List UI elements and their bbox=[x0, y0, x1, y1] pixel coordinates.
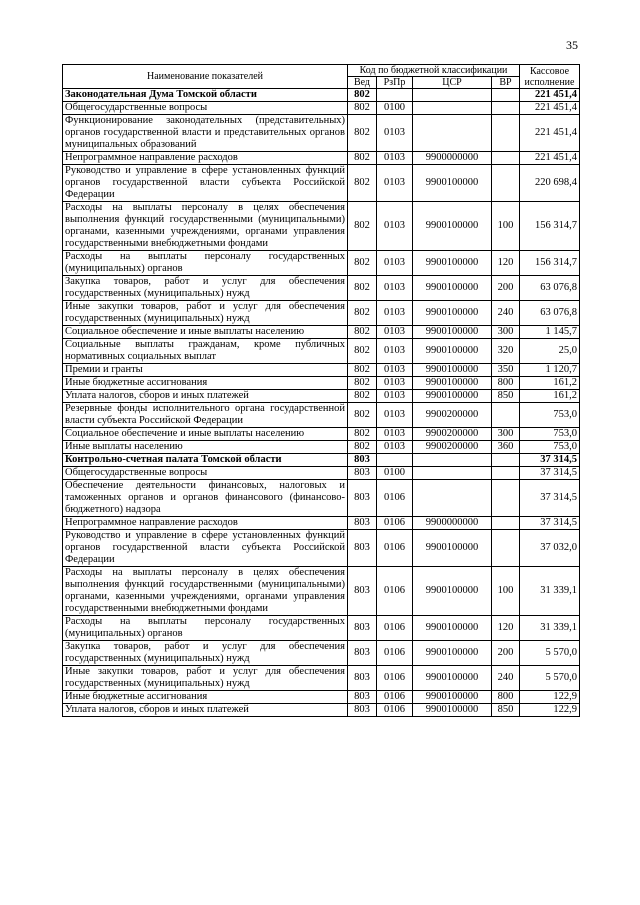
row-ved: 803 bbox=[348, 616, 377, 641]
row-vr bbox=[492, 517, 520, 530]
row-vr bbox=[492, 480, 520, 517]
row-amount: 221 451,4 bbox=[520, 152, 580, 165]
row-ved: 802 bbox=[348, 165, 377, 202]
row-ved: 803 bbox=[348, 567, 377, 616]
row-name: Иные закупки товаров, работ и услуг для обеспечения государственных (муниципальных) нужд bbox=[63, 666, 348, 691]
row-name: Иные выплаты населению bbox=[63, 441, 348, 454]
row-vr: 320 bbox=[492, 339, 520, 364]
row-vr: 240 bbox=[492, 666, 520, 691]
row-name: Расходы на выплаты персоналу в целях обеспечения выполнения функций государственными (муниципальными) органами, казенными учреждениями, органами управления государственными внебюджетными фондами bbox=[63, 202, 348, 251]
row-vr bbox=[492, 102, 520, 115]
row-name: Расходы на выплаты персоналу в целях обеспечения выполнения функций государственными (муниципальными) органами, казенными учреждениями, органами управления государственными внебюджетными фондами bbox=[63, 567, 348, 616]
row-ved: 802 bbox=[348, 251, 377, 276]
header-rzpr: РзПр bbox=[377, 77, 413, 89]
row-amount: 753,0 bbox=[520, 403, 580, 428]
row-amount: 63 076,8 bbox=[520, 276, 580, 301]
row-rzpr: 0103 bbox=[377, 251, 413, 276]
row-rzpr: 0103 bbox=[377, 377, 413, 390]
row-name: Руководство и управление в сфере установленных функций органов государственной власти субъекта Российской Федерации bbox=[63, 165, 348, 202]
row-csr: 9900100000 bbox=[413, 251, 492, 276]
row-amount: 37 314,5 bbox=[520, 467, 580, 480]
row-csr: 9900100000 bbox=[413, 530, 492, 567]
row-rzpr: 0100 bbox=[377, 467, 413, 480]
header-csr: ЦСР bbox=[413, 77, 492, 89]
row-name: Уплата налогов, сборов и иных платежей bbox=[63, 390, 348, 403]
row-vr: 120 bbox=[492, 251, 520, 276]
page-number: 35 bbox=[566, 38, 578, 52]
header-ved: Вед bbox=[348, 77, 377, 89]
table-row bbox=[63, 454, 580, 467]
row-name: Закупка товаров, работ и услуг для обеспечения государственных (муниципальных) нужд bbox=[63, 276, 348, 301]
row-ved: 802 bbox=[348, 301, 377, 326]
row-name: Иные бюджетные ассигнования bbox=[63, 377, 348, 390]
table-row bbox=[63, 165, 580, 202]
row-ved: 802 bbox=[348, 339, 377, 364]
row-csr: 9900100000 bbox=[413, 567, 492, 616]
row-ved: 803 bbox=[348, 691, 377, 704]
row-ved: 802 bbox=[348, 403, 377, 428]
row-csr: 9900100000 bbox=[413, 301, 492, 326]
table-row bbox=[63, 704, 580, 717]
row-name: Иные закупки товаров, работ и услуг для обеспечения государственных (муниципальных) нужд bbox=[63, 301, 348, 326]
row-csr: 9900100000 bbox=[413, 364, 492, 377]
row-amount: 156 314,7 bbox=[520, 202, 580, 251]
row-csr: 9900000000 bbox=[413, 517, 492, 530]
row-name: Расходы на выплаты персоналу государственных (муниципальных) органов bbox=[63, 251, 348, 276]
row-name: Социальное обеспечение и иные выплаты населению bbox=[63, 428, 348, 441]
row-rzpr: 0103 bbox=[377, 326, 413, 339]
row-ved: 802 bbox=[348, 89, 377, 102]
row-name: Функционирование законодательных (представительных) органов государственной власти и представительных органов муниципальных образований bbox=[63, 115, 348, 152]
row-rzpr: 0103 bbox=[377, 152, 413, 165]
row-name: Уплата налогов, сборов и иных платежей bbox=[63, 704, 348, 717]
row-ved: 803 bbox=[348, 666, 377, 691]
row-rzpr: 0103 bbox=[377, 202, 413, 251]
row-vr: 100 bbox=[492, 202, 520, 251]
row-rzpr: 0103 bbox=[377, 276, 413, 301]
row-ved: 802 bbox=[348, 377, 377, 390]
row-amount: 221 451,4 bbox=[520, 89, 580, 102]
row-amount: 63 076,8 bbox=[520, 301, 580, 326]
row-name: Непрограммное направление расходов bbox=[63, 152, 348, 165]
row-csr: 9900100000 bbox=[413, 276, 492, 301]
row-rzpr: 0106 bbox=[377, 517, 413, 530]
row-csr: 9900200000 bbox=[413, 441, 492, 454]
row-ved: 803 bbox=[348, 467, 377, 480]
table-row bbox=[63, 115, 580, 152]
row-rzpr bbox=[377, 89, 413, 102]
row-name: Контрольно-счетная палата Томской области bbox=[63, 454, 348, 467]
row-ved: 802 bbox=[348, 441, 377, 454]
row-rzpr: 0106 bbox=[377, 704, 413, 717]
row-rzpr: 0106 bbox=[377, 616, 413, 641]
row-amount: 753,0 bbox=[520, 441, 580, 454]
row-rzpr: 0103 bbox=[377, 301, 413, 326]
row-vr: 200 bbox=[492, 276, 520, 301]
row-vr: 350 bbox=[492, 364, 520, 377]
row-amount: 5 570,0 bbox=[520, 641, 580, 666]
row-vr: 200 bbox=[492, 641, 520, 666]
table-row bbox=[63, 428, 580, 441]
row-name: Общегосударственные вопросы bbox=[63, 102, 348, 115]
row-amount: 37 032,0 bbox=[520, 530, 580, 567]
table-row bbox=[63, 467, 580, 480]
table-row bbox=[63, 152, 580, 165]
table-row bbox=[63, 480, 580, 517]
row-ved: 802 bbox=[348, 202, 377, 251]
header-vr: ВР bbox=[492, 77, 520, 89]
row-amount: 31 339,1 bbox=[520, 616, 580, 641]
header-name: Наименование показателей bbox=[63, 65, 348, 89]
row-name: Общегосударственные вопросы bbox=[63, 467, 348, 480]
row-rzpr: 0103 bbox=[377, 339, 413, 364]
row-csr: 9900100000 bbox=[413, 641, 492, 666]
row-amount: 156 314,7 bbox=[520, 251, 580, 276]
row-rzpr: 0100 bbox=[377, 102, 413, 115]
row-amount: 122,9 bbox=[520, 691, 580, 704]
table-row bbox=[63, 567, 580, 616]
row-vr bbox=[492, 89, 520, 102]
table-row bbox=[63, 102, 580, 115]
header-execution: Кассовое исполнение bbox=[520, 65, 580, 89]
row-name: Расходы на выплаты персоналу государственных (муниципальных) органов bbox=[63, 616, 348, 641]
row-rzpr: 0103 bbox=[377, 390, 413, 403]
row-vr: 300 bbox=[492, 326, 520, 339]
row-name: Руководство и управление в сфере установленных функций органов государственной власти субъекта Российской Федерации bbox=[63, 530, 348, 567]
row-rzpr: 0103 bbox=[377, 441, 413, 454]
row-rzpr: 0106 bbox=[377, 530, 413, 567]
table-row bbox=[63, 202, 580, 251]
row-csr: 9900100000 bbox=[413, 165, 492, 202]
table-row bbox=[63, 403, 580, 428]
row-name: Премии и гранты bbox=[63, 364, 348, 377]
row-name: Резервные фонды исполнительного органа государственной власти субъекта Российской Федерации bbox=[63, 403, 348, 428]
row-amount: 221 451,4 bbox=[520, 102, 580, 115]
table-header bbox=[63, 65, 580, 89]
row-ved: 803 bbox=[348, 641, 377, 666]
row-amount: 161,2 bbox=[520, 377, 580, 390]
row-amount: 753,0 bbox=[520, 428, 580, 441]
row-ved: 803 bbox=[348, 530, 377, 567]
row-name: Закупка товаров, работ и услуг для обеспечения государственных (муниципальных) нужд bbox=[63, 641, 348, 666]
row-csr: 9900100000 bbox=[413, 691, 492, 704]
row-rzpr: 0103 bbox=[377, 165, 413, 202]
row-csr bbox=[413, 102, 492, 115]
row-ved: 802 bbox=[348, 390, 377, 403]
row-name: Социальное обеспечение и иные выплаты населению bbox=[63, 326, 348, 339]
row-vr: 360 bbox=[492, 441, 520, 454]
row-rzpr: 0106 bbox=[377, 567, 413, 616]
row-ved: 802 bbox=[348, 152, 377, 165]
row-vr: 240 bbox=[492, 301, 520, 326]
header-classification: Код по бюджетной классификации bbox=[348, 65, 520, 77]
row-rzpr: 0106 bbox=[377, 666, 413, 691]
row-ved: 802 bbox=[348, 276, 377, 301]
row-csr: 9900100000 bbox=[413, 616, 492, 641]
row-ved: 802 bbox=[348, 102, 377, 115]
row-vr: 100 bbox=[492, 567, 520, 616]
row-name: Иные бюджетные ассигнования bbox=[63, 691, 348, 704]
row-rzpr: 0103 bbox=[377, 428, 413, 441]
row-ved: 802 bbox=[348, 364, 377, 377]
row-vr: 800 bbox=[492, 691, 520, 704]
row-ved: 803 bbox=[348, 704, 377, 717]
table-row bbox=[63, 301, 580, 326]
row-amount: 37 314,5 bbox=[520, 480, 580, 517]
row-csr: 9900100000 bbox=[413, 326, 492, 339]
row-vr bbox=[492, 467, 520, 480]
row-rzpr: 0103 bbox=[377, 403, 413, 428]
row-vr bbox=[492, 152, 520, 165]
row-rzpr: 0103 bbox=[377, 115, 413, 152]
row-vr bbox=[492, 403, 520, 428]
row-amount: 31 339,1 bbox=[520, 567, 580, 616]
row-rzpr: 0106 bbox=[377, 691, 413, 704]
row-amount: 1 120,7 bbox=[520, 364, 580, 377]
row-ved: 803 bbox=[348, 454, 377, 467]
table-row bbox=[63, 691, 580, 704]
table-row bbox=[63, 276, 580, 301]
row-ved: 802 bbox=[348, 326, 377, 339]
row-vr: 850 bbox=[492, 390, 520, 403]
row-amount: 37 314,5 bbox=[520, 517, 580, 530]
row-amount: 122,9 bbox=[520, 704, 580, 717]
row-rzpr: 0103 bbox=[377, 364, 413, 377]
table-body bbox=[63, 89, 580, 717]
row-csr bbox=[413, 89, 492, 102]
table-row bbox=[63, 326, 580, 339]
table-row bbox=[63, 251, 580, 276]
row-csr bbox=[413, 467, 492, 480]
row-vr: 800 bbox=[492, 377, 520, 390]
row-vr: 300 bbox=[492, 428, 520, 441]
row-ved: 803 bbox=[348, 517, 377, 530]
row-ved: 802 bbox=[348, 428, 377, 441]
table-row bbox=[63, 616, 580, 641]
row-amount: 220 698,4 bbox=[520, 165, 580, 202]
table-row bbox=[63, 390, 580, 403]
row-csr: 9900200000 bbox=[413, 403, 492, 428]
table-row bbox=[63, 89, 580, 102]
row-name: Социальные выплаты гражданам, кроме публичных нормативных социальных выплат bbox=[63, 339, 348, 364]
table-row bbox=[63, 364, 580, 377]
table-row bbox=[63, 339, 580, 364]
row-name: Обеспечение деятельности финансовых, налоговых и таможенных органов и органов финансового (финансово-бюджетного) надзора bbox=[63, 480, 348, 517]
row-csr: 9900100000 bbox=[413, 377, 492, 390]
row-csr: 9900000000 bbox=[413, 152, 492, 165]
table-row bbox=[63, 517, 580, 530]
row-amount: 37 314,5 bbox=[520, 454, 580, 467]
row-amount: 161,2 bbox=[520, 390, 580, 403]
row-csr: 9900200000 bbox=[413, 428, 492, 441]
row-rzpr bbox=[377, 454, 413, 467]
row-csr bbox=[413, 454, 492, 467]
row-name: Непрограммное направление расходов bbox=[63, 517, 348, 530]
row-amount: 5 570,0 bbox=[520, 666, 580, 691]
row-csr bbox=[413, 480, 492, 517]
row-ved: 803 bbox=[348, 480, 377, 517]
row-amount: 1 145,7 bbox=[520, 326, 580, 339]
table-row bbox=[63, 666, 580, 691]
row-vr bbox=[492, 530, 520, 567]
row-rzpr: 0106 bbox=[377, 641, 413, 666]
row-csr bbox=[413, 115, 492, 152]
row-vr bbox=[492, 454, 520, 467]
row-csr: 9900100000 bbox=[413, 666, 492, 691]
row-csr: 9900100000 bbox=[413, 390, 492, 403]
row-vr: 850 bbox=[492, 704, 520, 717]
row-amount: 25,0 bbox=[520, 339, 580, 364]
row-ved: 802 bbox=[348, 115, 377, 152]
row-csr: 9900100000 bbox=[413, 339, 492, 364]
row-name: Законодательная Дума Томской области bbox=[63, 89, 348, 102]
table-row bbox=[63, 641, 580, 666]
row-csr: 9900100000 bbox=[413, 704, 492, 717]
row-amount: 221 451,4 bbox=[520, 115, 580, 152]
row-vr: 120 bbox=[492, 616, 520, 641]
budget-table bbox=[62, 64, 580, 717]
table-row bbox=[63, 530, 580, 567]
table-row bbox=[63, 441, 580, 454]
table-row bbox=[63, 377, 580, 390]
row-vr bbox=[492, 165, 520, 202]
row-csr: 9900100000 bbox=[413, 202, 492, 251]
row-rzpr: 0106 bbox=[377, 480, 413, 517]
row-vr bbox=[492, 115, 520, 152]
